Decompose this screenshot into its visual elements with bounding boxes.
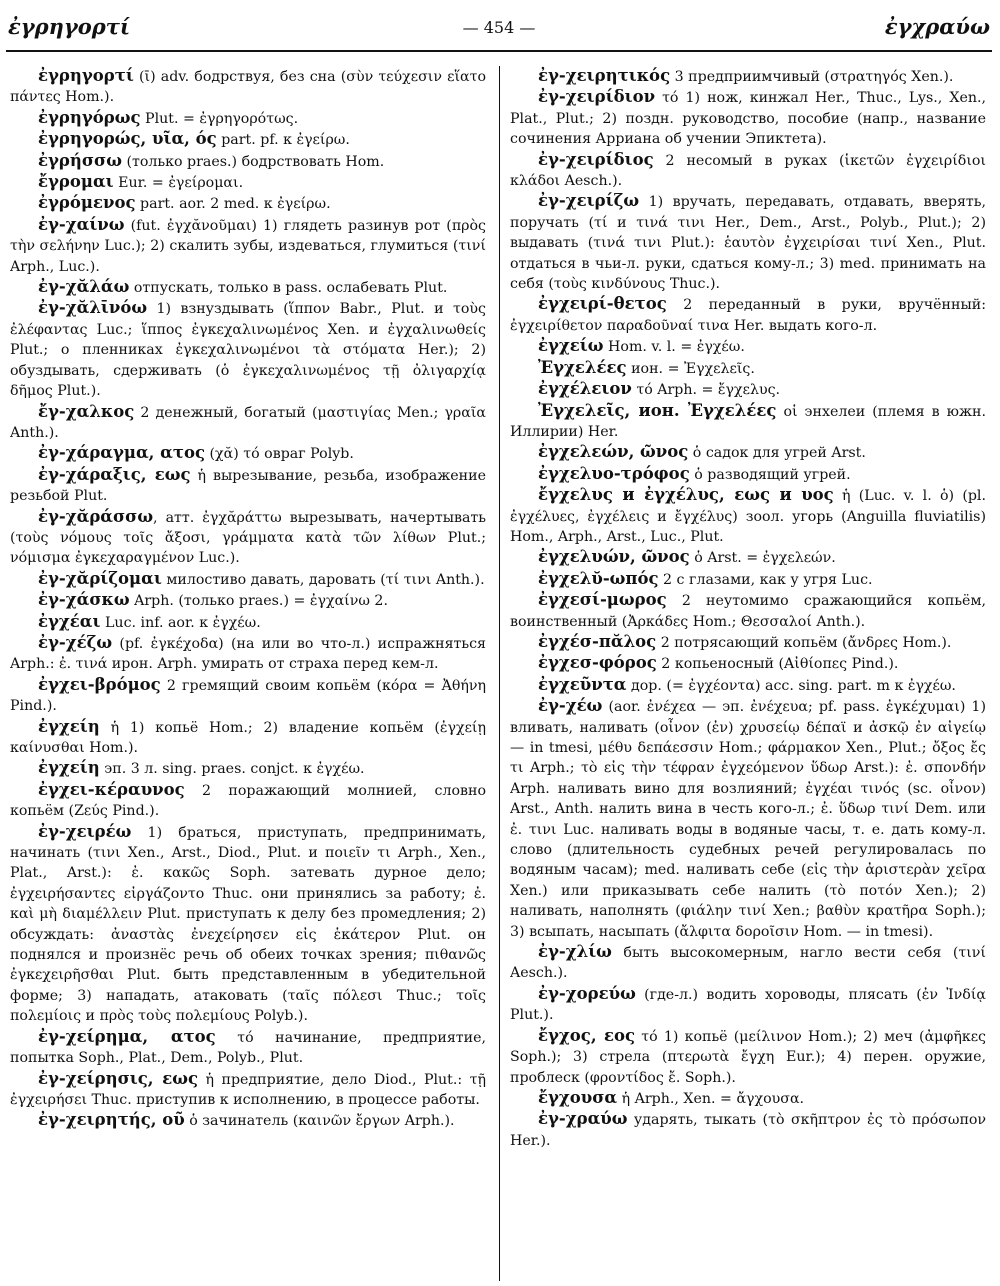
dictionary-entry bbox=[510, 150, 986, 192]
headword: ἐγ-χορεύω bbox=[538, 983, 636, 1003]
entry-definition: ἡ 1) копьё Hom.; 2) владение копьём (ἐγχείῃ καίνυσθαι Hom.). bbox=[10, 719, 486, 756]
headword: ἐγρηγορτί bbox=[38, 66, 134, 85]
headword: ἐγ-χάσκω bbox=[38, 590, 130, 610]
dictionary-entry bbox=[510, 191, 986, 294]
entry-definition: быть высокомерным, нагло вести себя (τινί Aesch.). bbox=[510, 945, 986, 982]
entry-definition: Eur. = ἐγείρομαι. bbox=[113, 175, 244, 192]
entry-definition: ἡ (Luc. v. l. ὁ) (pl. ἐγχέλυες, ἐγχέλεις и ἔγχέλυς) зоол. угорь (Anguilla fluviatilis) Hom., Arph., Arst., Luc., Plut. bbox=[510, 488, 986, 545]
dictionary-entry bbox=[10, 822, 486, 1027]
dictionary-entry bbox=[510, 1088, 986, 1109]
headword: ἐγ-χείρημα, ατος bbox=[38, 1026, 216, 1046]
entry-definition: (ῑ) adv. бодрствуя, без сна (σὺν τεύχεσιν εἵατο πάντες Hom.). bbox=[10, 69, 486, 106]
entry-definition: 2 переданный в руки, вручённый: ἐγχειρίθετον παραδοῦναί τινα Her. выдать кого-л. bbox=[510, 297, 986, 334]
dictionary-entry bbox=[510, 442, 986, 463]
entry-definition: τό Arph. = ἔγχελυς. bbox=[631, 382, 781, 399]
entry-definition: 2 с глазами, как у угря Luc. bbox=[658, 571, 873, 588]
headword: ἐγχελυών, ῶνος bbox=[538, 547, 690, 567]
headword: ἐγχέσ-πᾰλος bbox=[538, 631, 657, 651]
dictionary-entry bbox=[10, 717, 486, 759]
entry-definition: Luc. inf. aor. к ἐγχέω. bbox=[100, 614, 261, 631]
dictionary-entry bbox=[510, 590, 986, 632]
running-head-left: ἐγρηγορτί bbox=[8, 14, 130, 39]
entry-definition: ἡ Arph., Xen. = ἄγχουσα. bbox=[617, 1090, 805, 1107]
headword: ἐγχειρί-θετος bbox=[538, 294, 667, 314]
headword: ἐγ-χειρίζω bbox=[538, 191, 640, 211]
headword: ἔγρομαι bbox=[38, 172, 114, 192]
headword: ἐγχελυο-τρόφος bbox=[538, 463, 690, 483]
headword: ἐγ-χᾰρίζομαι bbox=[38, 568, 162, 588]
headword: ἐγχει-βρόμος bbox=[38, 674, 161, 694]
headword: Ἐγχελέες bbox=[538, 357, 627, 377]
entry-definition: эп. 3 л. sing. praes. conjct. к ἐγχέω. bbox=[99, 761, 365, 778]
dictionary-entry bbox=[510, 294, 986, 336]
dictionary-entry bbox=[10, 1110, 486, 1131]
dictionary-entry bbox=[510, 66, 986, 87]
dictionary-entry bbox=[510, 696, 986, 942]
headword: ἐγχείω bbox=[538, 336, 604, 356]
headword: Ἐγχελεῖς, ион. Ἐγχελέες bbox=[538, 400, 777, 420]
headword: ἐγχείη bbox=[38, 716, 100, 736]
page-header bbox=[8, 14, 990, 50]
headword: ἔγχελυς и ἐγχέλυς, εως и υος bbox=[538, 485, 834, 505]
right-column bbox=[510, 66, 986, 1281]
entry-definition: ὁ садок для угрей Arst. bbox=[688, 445, 866, 462]
dictionary-entry bbox=[10, 443, 486, 464]
entry-definition: 3 предприимчивый (στρατηγός Xen.). bbox=[670, 69, 954, 85]
dictionary-entry bbox=[10, 633, 486, 675]
entry-definition: (только praes.) бодрствовать Hom. bbox=[121, 153, 385, 170]
dictionary-entry bbox=[10, 193, 486, 214]
headword: ἐγ-χᾰλάω bbox=[38, 277, 130, 297]
dictionary-entry bbox=[10, 66, 486, 108]
headword: ἔγ-χαλκος bbox=[38, 401, 135, 421]
entry-definition: дор. (= ἐγχέοντα) acc. sing. part. m к ἐγχέω. bbox=[626, 677, 956, 694]
page-number: — 454 — bbox=[462, 18, 536, 37]
headword: ἐγ-χέζω bbox=[38, 632, 113, 652]
headword: ἐγ-χαίνω bbox=[38, 214, 125, 234]
dictionary-entry bbox=[10, 277, 486, 298]
entry-definition: милостиво давать, даровать (τί τινι Anth.). bbox=[161, 571, 485, 588]
entry-definition: (χᾰ) τό овраг Polyb. bbox=[205, 446, 354, 463]
headword: ἐγχεσί-μωρος bbox=[538, 590, 667, 610]
dictionary-entry bbox=[510, 569, 986, 590]
dictionary-entry bbox=[510, 632, 986, 653]
dictionary-entry bbox=[10, 151, 486, 172]
entry-definition: part. aor. 2 med. к ἐγείρω. bbox=[135, 196, 331, 213]
left-column bbox=[10, 66, 486, 1281]
dictionary-entry bbox=[10, 298, 486, 401]
dictionary-entry bbox=[510, 984, 986, 1026]
entry-definition: (aor. ἐνέχεα — эп. ἐνέχευα; pf. pass. ἐγκέχυμαι) 1) вливать, наливать (οἶνον (ἐν) χρυσείῳ δέπαϊ и ἀσκῷ ἐν αἰγείῳ — in tmesi, μέθυ δεπάεσσιν Hom.; φάρμακον Xen., Plut.; ὄξος ἔς τι Arph.; τὸ εἰς τὴν τέφραν ἐγχεόμενον ὕδωρ Arst.): ἐ. σπονδήν Arph. наливать вино для возлияний; ἐγχέαι τινός (sc. οἶνον) Arst., Anth. налить вина в честь кого-л.; ἐ. ὕδωρ τινί Dem. или ἐ. τινι Luc. наливать воды в водяные часы, т. е. дать кому-л. слово (длительность судебных речей регулировалась по водяным часам); med. наливать себе (εἰς τὴν ἀριστερὰν χεῖρα Xen.) или приказывать себе налить (τὸ ποτόν Xen.); 2) наливать, наполнять (φιάλην τινί Xen.; βαθὺν κρατῆρα Soph.); 3) всыпать, насыпать (ἄλφιτα δοροῖσιν Hom. — in tmesi). bbox=[510, 699, 986, 940]
entry-definition: ἡ вырезывание, резьба, изображение резьбой Plut. bbox=[10, 467, 486, 505]
entry-definition: 2 поражающий молнией, словно копьём (Ζεύς Pind.). bbox=[10, 782, 486, 820]
entry-definition: ὁ зачинатель (καινῶν ἔργων Arph.). bbox=[184, 1113, 455, 1130]
headword: ἐγ-χάραγμα, ατος bbox=[38, 443, 205, 463]
dictionary-entry bbox=[510, 401, 986, 443]
headword: ἐγ-χειρέω bbox=[38, 821, 132, 841]
entry-definition: (где-л.) водить хороводы, плясать (ἐν Ἰνδίᾳ Plut.). bbox=[510, 986, 986, 1024]
dictionary-entry bbox=[510, 485, 986, 547]
column-divider bbox=[499, 66, 500, 1281]
dictionary-entry bbox=[10, 172, 486, 193]
entry-definition: ὁ разводящий угрей. bbox=[689, 466, 851, 483]
entry-definition: Plut. = ἐγρηγορότως. bbox=[140, 110, 299, 127]
running-head-right: ἐγχραύω bbox=[884, 14, 990, 39]
entry-definition: 2 несомый в руках (ἱκετῶν ἐγχειρίδιοι κλάδοι Aesch.). bbox=[510, 152, 986, 190]
entry-definition: 1) браться, приступать, предпринимать, начинать (τινι Xen., Arst., Diod., Plut. и ποιεῖν τι Arph., Xen., Plat., Arst.): ἐ. κακῶς Soph. затевать дурное дело; ἐγχειρήσαντες εἰργάζοντο Thuc. они принялись за работу; ἐ. καὶ μὴ διαμέλλειν Plut. приступать к делу без промедления; 2) обсуждать: ἀναστὰς ἐνεχείρησεν εἰς ἑκάτερον Plut. он поднялся и произнёс речь об обеих точках зрения; πιθανῶς ἐγκεχειρῆσθαι Plut. быть представленным в убедительной форме; 3) нападать, атаковать (ταῖς πόλεσι Thuc.; τοῖς πολεμίοις и πρὸς τοὺς πολεμίους Polyb.). bbox=[10, 824, 486, 1025]
headword: ἐγχελῠ-ωπός bbox=[538, 568, 659, 588]
entry-definition: ἡ предприятие, дело Diod., Plut.: τῇ ἐγχειρήσει Thuc. приступив к исполнению, в процессе работы. bbox=[10, 1071, 486, 1108]
dictionary-entry bbox=[10, 108, 486, 129]
entry-definition: οἱ энхелеи (племя в южн. Иллирии) Her. bbox=[510, 403, 986, 440]
headword: ἐγρόμενος bbox=[38, 193, 136, 213]
entry-definition: ὁ Arst. = ἐγχελεών. bbox=[689, 550, 836, 567]
entry-definition: τό начинание, предприятие, попытка Soph., Plat., Dem., Polyb., Plut. bbox=[10, 1029, 486, 1067]
headword: ἐγ-χᾰλῑνόω bbox=[38, 298, 148, 318]
dictionary-entry bbox=[10, 507, 486, 569]
entry-definition: 2 неутомимо сражающийся копьём, воинственный (Ἀρκάδες Hom.; Θεσσαλοί Anth.). bbox=[510, 593, 986, 630]
dictionary-entry bbox=[10, 1069, 486, 1111]
entry-definition: ударять, тыкать (τὸ σκῆπτρον ἐς τὸ πρόσωπον Her.). bbox=[510, 1112, 986, 1149]
headword: ἐγ-χειρίδιον bbox=[538, 87, 656, 107]
dictionary-entry bbox=[510, 942, 986, 984]
dictionary-entry bbox=[510, 1109, 986, 1151]
entry-definition: 2 потрясающий копьём (ἄνδρες Hom.). bbox=[656, 634, 952, 651]
header-rule bbox=[6, 50, 992, 52]
dictionary-entry bbox=[510, 87, 986, 149]
headword: ἐγ-χειρίδιος bbox=[538, 149, 654, 169]
entry-definition: (fut. ἐγχᾰνοῦμαι) 1) глядеть разинув рот (πρὸς τὴν σελήνην Luc.); 2) скалить зубы, издеваться, глумиться (τινί Arph., Luc.). bbox=[10, 217, 486, 275]
headword: ἐγ-χλίω bbox=[538, 942, 612, 962]
dictionary-entry bbox=[10, 402, 486, 444]
dictionary-entry bbox=[10, 612, 486, 633]
entry-definition: (pf. ἐγκέχοδα) (на или во что-л.) испражняться Arph.: ἐ. τινά ирон. Arph. умирать от страха перед кем-л. bbox=[10, 635, 486, 673]
entry-definition: part. pf. к ἐγείρω. bbox=[216, 132, 350, 149]
dictionary-entry bbox=[510, 336, 986, 357]
dictionary-entry bbox=[510, 379, 986, 400]
headword: ἐγ-χέω bbox=[538, 696, 603, 716]
headword: ἐγχει-κέραυνος bbox=[38, 779, 185, 799]
entry-definition: отпускать, только в pass. ослабевать Plut. bbox=[129, 280, 448, 297]
dictionary-entry bbox=[510, 358, 986, 379]
headword: ἐγχεσ-φόρος bbox=[538, 653, 657, 673]
dictionary-entry bbox=[10, 1027, 486, 1069]
dictionary-entry bbox=[10, 465, 486, 507]
dictionary-entry bbox=[10, 215, 486, 277]
entry-definition: τό 1) копьё (μείλινον Hom.); 2) меч (ἀμφῆκες Soph.); 3) стрела (πτερωτὰ ἔγχη Eur.); 4) перен. оружие, проблеск (φροντίδος ἔ. Soph.). bbox=[510, 1028, 986, 1086]
dictionary-entry bbox=[10, 129, 486, 150]
headword: ἐγ-χείρησις, εως bbox=[38, 1068, 199, 1088]
headword: ἐγ-χειρητής, οῦ bbox=[38, 1110, 185, 1130]
entry-definition: ион. = Ἐγχελεῖς. bbox=[626, 360, 755, 377]
headword: ἐγχείη bbox=[38, 758, 100, 778]
entry-definition: τό 1) нож, кинжал Her., Thuc., Lys., Xen., Plat., Plut.; 2) поздн. руководство, пособие (напр., название сочинения Арриана об учении Эпиктета). bbox=[510, 90, 986, 148]
headword: ἔγχουσα bbox=[538, 1087, 618, 1107]
dictionary-entry bbox=[10, 675, 486, 717]
entry-definition: 2 денежный, богатый (μαστιγίας Men.; γραῖα Anth.). bbox=[10, 404, 486, 441]
entry-definition: 2 гремящий своим копьём (κόρα = Ἀθήνη Pind.). bbox=[10, 677, 486, 715]
dictionary-entry bbox=[10, 569, 486, 590]
dictionary-entry bbox=[10, 590, 486, 611]
headword: ἐγχεῦντα bbox=[538, 674, 627, 694]
headword: ἐγ-χειρητικός bbox=[538, 66, 671, 85]
entry-definition: Hom. v. l. = ἐγχέω. bbox=[603, 339, 745, 356]
headword: ἐγ-χάραξις, εως bbox=[38, 464, 191, 484]
dictionary-entry bbox=[510, 547, 986, 568]
headword: ἐγρηγόρως bbox=[38, 107, 141, 127]
dictionary-entry bbox=[510, 653, 986, 674]
entry-definition: , атт. ἐγχᾰράττω вырезывать, начертывать (τοὺς νόμους τοῖς ἄξοσι, γράμματα κατὰ τῶν λίθων Plut.; νόμισμα ἐγκεχαραγμένον Luc.). bbox=[10, 509, 486, 567]
dictionary-entry bbox=[510, 675, 986, 696]
headword: ἐγχελεών, ῶνος bbox=[538, 442, 689, 462]
entry-definition: 2 копьеносный (Αἰθίοπες Pind.). bbox=[656, 656, 899, 673]
headword: ἐγχέαι bbox=[38, 611, 101, 631]
dictionary-entry bbox=[510, 464, 986, 485]
dictionary-entry bbox=[10, 758, 486, 779]
headword: ἐγρηγορώς, υῖα, ός bbox=[38, 129, 217, 149]
entry-definition: Arph. (только praes.) = ἐγχαίνω 2. bbox=[129, 593, 388, 610]
dictionary-entry bbox=[10, 780, 486, 822]
headword: ἔγχος, εος bbox=[538, 1025, 636, 1045]
entry-definition: 1) взнуздывать (ἵππον Babr., Plut. и τοὺς ἐλέφαντας Luc.; ἵππος ἐγκεχαλινωμένος Xen. и ἐγχαλινωθείς Plut.; о пленниках ἐγκεχαλινωμένοι τὰ στόματα Her.); 2) обуздывать, сдерживать (ὁ ἐγκεχαλινωμένος τῇ ὀλιγαρχίᾳ δῆμος Plut.). bbox=[10, 301, 486, 400]
headword: ἐγχέλειον bbox=[538, 379, 632, 399]
headword: ἐγρήσσω bbox=[38, 150, 122, 170]
entry-definition: 1) вручать, передавать, отдавать, вверять, поручать (τί и τινά τινι Her., Dem., Arst., Polyb., Plut.); 2) выдавать (τινά τινι Plut.): ἑαυτὸν ἐγχειρίσαι τινί Xen., Plut. отдаться в чьи-л. руки, сдаться кому-л.; 3) med. принимать на себя (τοὺς κινδύνους Thuc.). bbox=[510, 194, 986, 293]
dictionary-entry bbox=[510, 1026, 986, 1088]
headword: ἐγ-χᾰράσσω bbox=[38, 506, 154, 526]
headword: ἐγ-χραύω bbox=[538, 1109, 628, 1129]
